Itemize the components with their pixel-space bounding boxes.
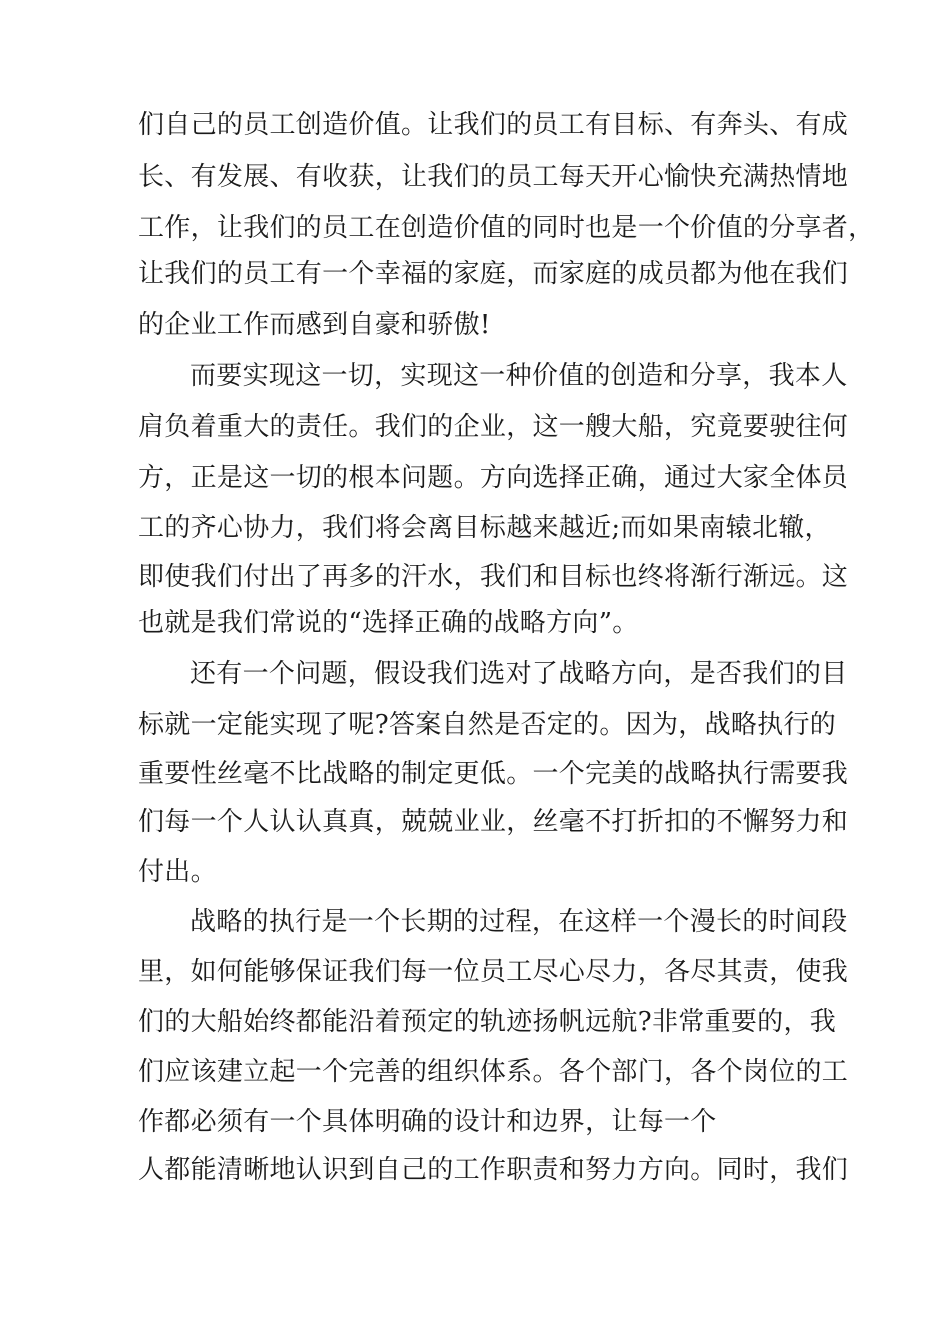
text-line: 作都必须有一个具体明确的设计和边界，让每一个 bbox=[138, 1107, 717, 1137]
paragraph-first-line: 而要实现这一切，实现这一种价值的创造和分享，我本人 bbox=[190, 361, 848, 391]
text-line: 工作，让我们的员工在创造价值的同时也是一个价值的分享者， bbox=[138, 213, 875, 243]
text-line: 重要性丝毫不比战略的制定更低。一个完美的战略执行需要我 bbox=[138, 759, 849, 789]
text-line: 们每一个人认认真真，兢兢业业，丝毫不打折扣的不懈努力和 bbox=[138, 807, 849, 837]
text-line: 标就一定能实现了呢?答案自然是否定的。因为，战略执行的 bbox=[138, 710, 837, 740]
text-line: 付出。 bbox=[138, 857, 217, 887]
text-line: 让我们的员工有一个幸福的家庭，而家庭的成员都为他在我们 bbox=[138, 259, 849, 289]
text-line: 的企业工作而感到自豪和骄傲! bbox=[138, 310, 491, 340]
text-line: 也就是我们常说的“选择正确的战略方向”。 bbox=[138, 608, 639, 638]
text-line: 工的齐心协力，我们将会离目标越来越近;而如果南辕北辙， bbox=[138, 513, 831, 543]
text-line: 肩负着重大的责任。我们的企业，这一艘大船，究竟要驶往何 bbox=[138, 412, 849, 442]
paragraph-first-line: 还有一个问题，假设我们选对了战略方向，是否我们的目 bbox=[190, 659, 848, 689]
text-line: 人都能清晰地认识到自己的工作职责和努力方向。同时，我们 bbox=[138, 1155, 849, 1185]
text-line: 们的大船始终都能沿着预定的轨迹扬帆远航?非常重要的，我 bbox=[138, 1007, 837, 1037]
text-line: 即使我们付出了再多的汗水，我们和目标也终将渐行渐远。这 bbox=[138, 562, 849, 592]
text-line: 长、有发展、有收获，让我们的员工每天开心愉快充满热情地 bbox=[138, 162, 849, 192]
text-line: 里，如何能够保证我们每一位员工尽心尽力，各尽其责，使我 bbox=[138, 957, 849, 987]
text-line: 方，正是这一切的根本问题。方向选择正确，通过大家全体员 bbox=[138, 463, 849, 493]
text-line: 们自己的员工创造价值。让我们的员工有目标、有奔头、有成 bbox=[138, 110, 849, 140]
paragraph-first-line: 战略的执行是一个长期的过程，在这样一个漫长的时间段 bbox=[190, 907, 848, 937]
text-line: 们应该建立起一个完善的组织体系。各个部门，各个岗位的工 bbox=[138, 1057, 849, 1087]
